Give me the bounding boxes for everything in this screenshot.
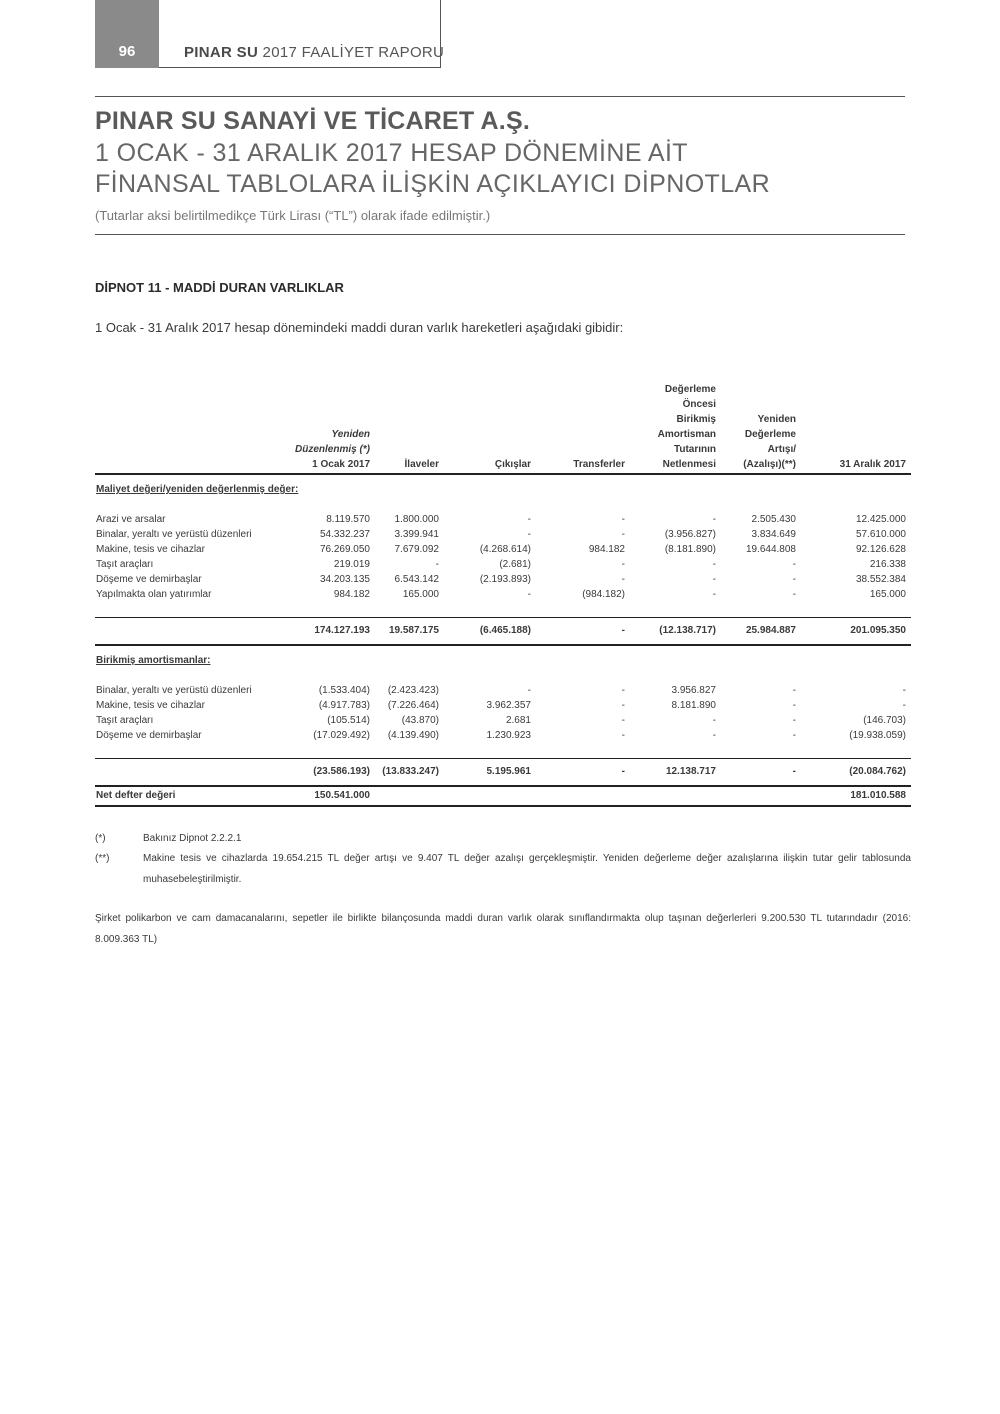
value-cell: 984.182 xyxy=(333,589,370,600)
value-cell: 8.119.570 xyxy=(326,514,370,525)
header-additions: İlaveler xyxy=(375,382,444,474)
footnote-mark: (**) xyxy=(95,853,110,864)
value-cell: - xyxy=(527,589,531,600)
row-label: Arazi ve arsalar xyxy=(96,514,166,525)
value-cell: (7.226.464) xyxy=(387,700,439,711)
header-opening-balance: Yeniden Düzenlenmiş (*) 1 Ocak 2017 xyxy=(295,382,375,474)
value-cell: - xyxy=(902,685,906,696)
value-cell: (2.681) xyxy=(499,559,531,570)
title-divider xyxy=(95,234,905,235)
row-label: Taşıt araçları xyxy=(96,715,154,726)
value-cell: 92.126.628 xyxy=(855,544,906,555)
cost-rows xyxy=(95,512,911,602)
value-cell: - xyxy=(621,700,625,711)
net-book-value-opening: 150.541.000 xyxy=(295,786,375,806)
value-cell: - xyxy=(792,589,796,600)
depreciation-total-row xyxy=(95,759,911,787)
header-closing-balance: 31 Aralık 2017 xyxy=(801,382,911,474)
value-cell: 6.543.142 xyxy=(394,574,439,585)
table-row xyxy=(95,527,911,542)
total-cell: 19.587.175 xyxy=(375,618,444,646)
value-cell: 3.956.827 xyxy=(671,685,716,696)
value-cell: 219.019 xyxy=(333,559,370,570)
value-cell: 3.834.649 xyxy=(751,529,796,540)
value-cell: (4.917.783) xyxy=(318,700,370,711)
row-label: Binalar, yeraltı ve yerüstü düzenleri xyxy=(96,685,252,696)
value-cell: (4.268.614) xyxy=(479,544,531,555)
row-label: Binalar, yeraltı ve yerüstü düzenleri xyxy=(96,529,252,540)
intro-text: 1 Ocak - 31 Aralık 2017 hesap dönemindeki maddi duran varlık hareketleri aşağıdaki gibidir: xyxy=(95,320,624,335)
table-row xyxy=(95,542,911,557)
value-cell: 1.800.000 xyxy=(394,514,439,525)
value-cell: 165.000 xyxy=(402,589,439,600)
row-label: Yapılmakta olan yatırımlar xyxy=(96,589,212,600)
header-revaluation: Yeniden Değerleme Artışı/ (Azalışı)(**) xyxy=(721,382,801,474)
value-cell: (2.193.893) xyxy=(479,574,531,585)
total-cell: 12.138.717 xyxy=(630,759,721,787)
total-cell: 201.095.350 xyxy=(801,618,911,646)
currency-note: (Tutarlar aksi belirtilmedikçe Türk Lirası (“TL”) olarak ifade edilmiştir.) xyxy=(95,208,491,223)
depreciation-section-header: Birikmiş amortismanlar: xyxy=(96,655,211,666)
row-label: Taşıt araçları xyxy=(96,559,154,570)
value-cell: 7.679.092 xyxy=(394,544,439,555)
footnote-text: Bakınız Dipnot 2.2.2.1 xyxy=(143,833,242,844)
table-row xyxy=(95,728,911,743)
table-row xyxy=(95,572,911,587)
table-row xyxy=(95,587,911,602)
value-cell: (4.139.490) xyxy=(387,730,439,741)
table-row xyxy=(95,512,911,527)
value-cell: (984.182) xyxy=(582,589,625,600)
value-cell: 2.505.430 xyxy=(751,514,796,525)
report-title-line-2: FİNANSAL TABLOLARA İLİŞKİN AÇIKLAYICI DİPNOTLAR xyxy=(95,170,771,198)
value-cell: - xyxy=(712,589,716,600)
value-cell: 8.181.890 xyxy=(671,700,716,711)
value-cell: - xyxy=(792,700,796,711)
header-accumulated-depreciation-netting: Değerleme Öncesi Birikmiş Amortisman Tutarının Netlenmesi xyxy=(630,382,721,474)
header-disposals: Çıkışlar xyxy=(444,382,536,474)
cost-total-row xyxy=(95,618,911,646)
total-cell: (23.586.193) xyxy=(295,759,375,787)
value-cell: (8.181.890) xyxy=(664,544,716,555)
row-label: Makine, tesis ve cihazlar xyxy=(96,544,205,555)
value-cell: - xyxy=(792,685,796,696)
cost-section-header: Maliyet değeri/yeniden değerlenmiş değer: xyxy=(96,484,299,495)
value-cell: 19.644.808 xyxy=(745,544,796,555)
total-cell: (12.138.717) xyxy=(630,618,721,646)
table-row xyxy=(95,713,911,728)
value-cell: - xyxy=(621,514,625,525)
value-cell: 12.425.000 xyxy=(855,514,906,525)
value-cell: 2.681 xyxy=(505,715,531,726)
running-header-brand: PINAR SU xyxy=(184,44,259,61)
total-cell: - xyxy=(721,759,801,787)
value-cell: - xyxy=(621,529,625,540)
value-cell: - xyxy=(792,730,796,741)
value-cell: - xyxy=(712,730,716,741)
value-cell: (3.956.827) xyxy=(664,529,716,540)
section-title: DİPNOT 11 - MADDİ DURAN VARLIKLAR xyxy=(95,280,344,295)
value-cell: 1.230.923 xyxy=(486,730,531,741)
value-cell: (1.533.404) xyxy=(318,685,370,696)
value-cell: 3.399.941 xyxy=(394,529,439,540)
value-cell: - xyxy=(712,574,716,585)
row-label: Makine, tesis ve cihazlar xyxy=(96,700,205,711)
value-cell: 216.338 xyxy=(869,559,906,570)
value-cell: (105.514) xyxy=(327,715,370,726)
value-cell: - xyxy=(621,685,625,696)
value-cell: - xyxy=(792,559,796,570)
header-label-col xyxy=(95,382,295,474)
closing-note: Şirket polikarbon ve cam damacanalarını, sepetler ile birlikte bilançosunda maddi duran varlık olarak sınıflandırmakta olup taşınan değerlerleri 9.200.530 TL tutarındadır (2016: 8.009.363 TL) xyxy=(95,913,911,945)
fixed-assets-table xyxy=(95,382,911,807)
running-header xyxy=(184,44,444,61)
value-cell: 76.269.050 xyxy=(319,544,370,555)
value-cell: 38.552.384 xyxy=(855,574,906,585)
value-cell: - xyxy=(527,685,531,696)
net-book-value-row xyxy=(95,786,911,806)
company-name: PINAR SU SANAYİ VE TİCARET A.Ş. xyxy=(95,107,530,135)
depreciation-rows xyxy=(95,683,911,743)
value-cell: - xyxy=(527,529,531,540)
footnote-mark: (*) xyxy=(95,833,106,844)
page-number: 96 xyxy=(95,0,159,68)
value-cell: (17.029.492) xyxy=(313,730,370,741)
value-cell: (43.870) xyxy=(401,715,439,726)
total-cell: 5.195.961 xyxy=(444,759,536,787)
value-cell: - xyxy=(621,730,625,741)
net-book-value-label: Net defter değeri xyxy=(95,786,295,806)
value-cell: - xyxy=(902,700,906,711)
value-cell: (146.703) xyxy=(863,715,906,726)
value-cell: - xyxy=(621,559,625,570)
total-label-cell xyxy=(95,759,295,787)
value-cell: 57.610.000 xyxy=(855,529,906,540)
running-header-report: 2017 FAALİYET RAPORU xyxy=(262,44,445,61)
total-cell: - xyxy=(536,618,630,646)
row-label: Döşeme ve demirbaşlar xyxy=(96,574,202,585)
value-cell: 984.182 xyxy=(588,544,625,555)
total-cell: (20.084.762) xyxy=(801,759,911,787)
total-cell: (6.465.188) xyxy=(444,618,536,646)
value-cell: 54.332.237 xyxy=(319,529,370,540)
row-label: Döşeme ve demirbaşlar xyxy=(96,730,202,741)
net-book-value-closing: 181.010.588 xyxy=(801,786,911,806)
total-cell: 25.984.887 xyxy=(721,618,801,646)
value-cell: - xyxy=(792,715,796,726)
value-cell: - xyxy=(712,514,716,525)
table-row xyxy=(95,557,911,572)
value-cell: - xyxy=(621,715,625,726)
value-cell: - xyxy=(527,514,531,525)
table-row xyxy=(95,698,911,713)
value-cell: (2.423.423) xyxy=(387,685,439,696)
value-cell: 3.962.357 xyxy=(486,700,531,711)
total-cell: (13.833.247) xyxy=(375,759,444,787)
total-cell: 174.127.193 xyxy=(295,618,375,646)
table-row xyxy=(95,683,911,698)
total-cell: - xyxy=(536,759,630,787)
value-cell: - xyxy=(712,559,716,570)
value-cell: (19.938.059) xyxy=(849,730,906,741)
value-cell: - xyxy=(712,715,716,726)
total-label-cell xyxy=(95,618,295,646)
top-divider xyxy=(95,96,905,97)
header-transfers: Transferler xyxy=(536,382,630,474)
value-cell: 34.203.135 xyxy=(319,574,370,585)
value-cell: - xyxy=(435,559,439,570)
footnote-text: Makine tesis ve cihazlarda 19.654.215 TL değer artışı ve 9.407 TL değer azalışı gerçekleşmiştir. Yeniden değerleme değer azalışlarına ilişkin tutar gelir tablosunda muhasebeleştirilmiştir. xyxy=(143,853,911,885)
table-header-row xyxy=(95,382,911,474)
value-cell: - xyxy=(621,574,625,585)
report-title-line-1: 1 OCAK - 31 ARALIK 2017 HESAP DÖNEMİNE AİT xyxy=(95,139,688,167)
value-cell: - xyxy=(792,574,796,585)
value-cell: 165.000 xyxy=(869,589,906,600)
